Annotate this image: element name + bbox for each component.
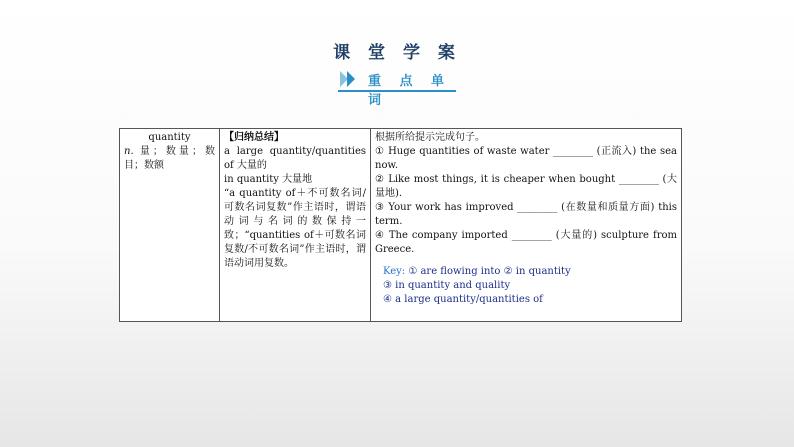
summary-cell — [220, 129, 371, 322]
summary-line: in quantity 大量地 — [224, 174, 313, 185]
word-cell — [120, 129, 220, 322]
section-header — [338, 68, 456, 108]
summary-line: a large quantity/quantities of 大量的 — [224, 146, 366, 171]
summary-tag: 【归纳总结】 — [224, 132, 284, 143]
answer-key — [375, 265, 677, 307]
exercise-item: ④ The company imported ________ (大量的) sculpture from Greece. — [375, 230, 677, 255]
word-meaning — [124, 145, 215, 173]
key-line: ④ a large quantity/quantities of — [383, 294, 543, 305]
exercise-item: ① Huge quantities of waste water ________ (正流入) the sea now. — [375, 146, 677, 171]
key-line: ③ in quantity and quality — [383, 280, 511, 291]
double-arrow-icon — [340, 71, 362, 87]
part-of-speech: n. — [124, 146, 134, 157]
key-line: ① are flowing into ② in quantity — [408, 266, 571, 277]
exercise-instruction: 根据所给提示完成句子。 — [375, 132, 485, 143]
exercise-cell — [371, 129, 682, 322]
summary-line: “a quantity of＋不可数名词/可数名词复数”作主语时，谓语动词与名词的数保持一致；“quantities of＋可数名词复数/不可数名词”作主语时，谓语动词用复数。 — [224, 188, 366, 269]
vocab-table — [119, 128, 682, 322]
word: quantity — [148, 132, 191, 143]
key-label: Key: — [383, 266, 406, 277]
meaning-text: 量；数量；数目；数额 — [124, 146, 215, 171]
exercise-item: ③ Your work has improved ________ (在数量和质量方面) this term. — [375, 202, 677, 227]
exercise-item: ② Like most things, it is cheaper when bought ________ (大量地). — [375, 174, 677, 199]
page-title: 课 堂 学 案 — [333, 43, 461, 63]
table-row — [120, 129, 682, 322]
section-title: 重 点 单 词 — [368, 74, 452, 108]
